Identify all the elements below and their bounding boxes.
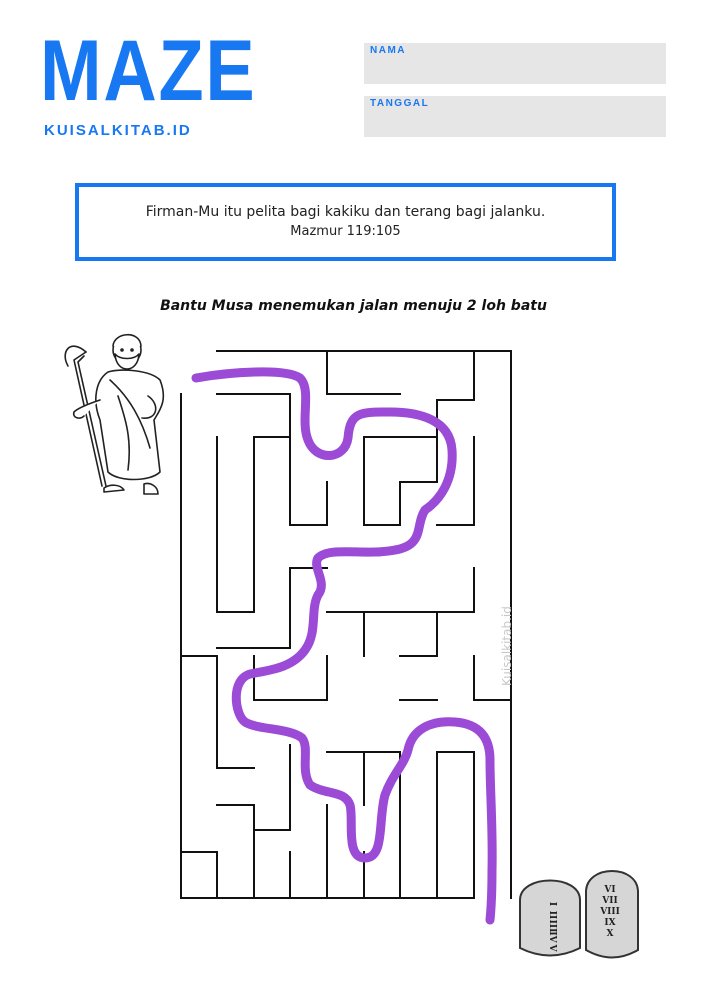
right-tablet-numeral: VII	[602, 896, 618, 906]
right-tablet-numeral: X	[606, 929, 614, 939]
solution-path	[196, 372, 492, 920]
page-title: MAZE	[40, 23, 257, 119]
left-tablet-numeral: III	[547, 919, 557, 933]
right-tablet-numeral: IX	[604, 918, 616, 928]
site-name: KUISALKITAB.ID	[44, 122, 192, 139]
left-tablet-numeral: V	[547, 944, 557, 952]
watermark-text: Kuisalkitab.id	[500, 606, 514, 686]
date-field-label: TANGGAL	[370, 98, 430, 109]
name-field-label: NAMA	[370, 45, 406, 56]
left-tablet-numeral: I	[547, 901, 557, 907]
right-tablet-numeral: VI	[604, 885, 616, 895]
verse-reference: Mazmur 119:105	[290, 224, 401, 239]
instruction-text: Bantu Musa menemukan jalan menuju 2 loh batu	[160, 298, 547, 314]
right-tablet-numeral: VIII	[600, 907, 620, 917]
left-tablet-numeral: II	[547, 910, 557, 920]
verse-text: Firman-Mu itu pelita bagi kakiku dan terang bagi jalanku.	[145, 204, 546, 220]
moses-icon	[65, 335, 163, 494]
stone-tablets-icon	[520, 871, 638, 958]
left-tablet-numeral: IV	[547, 931, 557, 943]
